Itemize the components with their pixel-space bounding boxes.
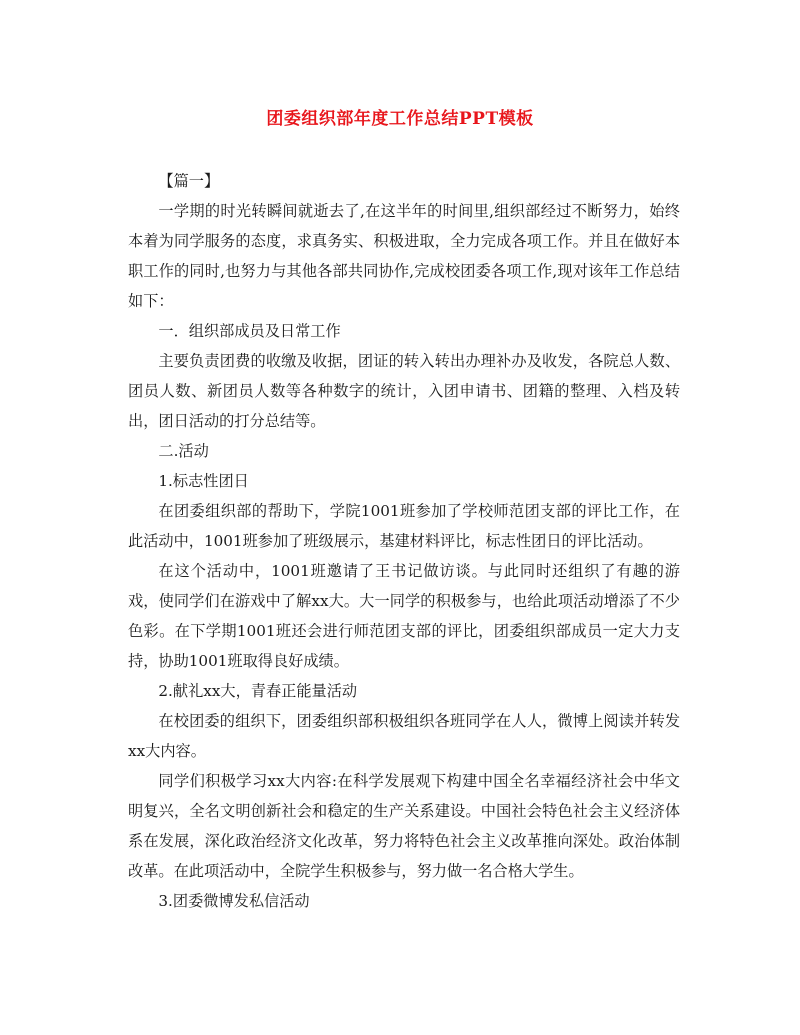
paragraph: 在团委组织部的帮助下，学院1001班参加了学校师范团支部的评比工作，在此活动中，1001班参加了班级展示，基建材料评比，标志性团日的评比活动。 <box>128 502 680 550</box>
document-title: 团委组织部年度工作总结PPT模板 <box>266 109 534 129</box>
document-body <box>128 166 680 916</box>
paragraph: 主要负责团费的收缴及收据，团证的转入转出办理补办及收发，各院总人数、团员人数、新团员人数等各种数字的统计，入团申请书、团籍的整理、入档及转出，团日活动的打分总结等。 <box>128 352 680 430</box>
paragraph: 在这个活动中，1001班邀请了王书记做访谈。与此同时还组织了有趣的游戏，使同学们在游戏中了解xx大。大一同学的积极参与，也给此项活动增添了不少色彩。在下学期1001班还会进行师范团支部的评比，团委组织部成员一定大力支持，协助1001班取得良好成绩。 <box>128 562 680 670</box>
subheading: 2.献礼xx大，青春正能量活动 <box>158 682 358 700</box>
heading: 一．组织部成员及日常工作 <box>158 322 341 340</box>
section-label: 【篇一】 <box>158 172 220 190</box>
heading: 二.活动 <box>158 442 209 460</box>
subheading: 3.团委微博发私信活动 <box>158 892 310 910</box>
paragraph: 同学们积极学习xx大内容:在科学发展观下构建中国全名幸福经济社会中华文明复兴，全名文明创新社会和稳定的生产关系建设。中国社会特色社会主义经济体系在发展，深化政治经济文化改革，努力将特色社会主义改革推向深处。政治体制改革。在此项活动中，全院学生积极参与，努力做一名合格大学生。 <box>128 772 680 880</box>
paragraph: 在校团委的组织下，团委组织部积极组织各班同学在人人，微博上阅读并转发xx大内容。 <box>128 712 680 760</box>
subheading: 1.标志性团日 <box>158 472 249 490</box>
paragraph: 一学期的时光转瞬间就逝去了,在这半年的时间里,组织部经过不断努力，始终本着为同学服务的态度，求真务实、积极进取，全力完成各项工作。并且在做好本职工作的同时,也努力与其他各部共同协作,完成校团委各项工作,现对该年工作总结如下： <box>128 202 680 310</box>
